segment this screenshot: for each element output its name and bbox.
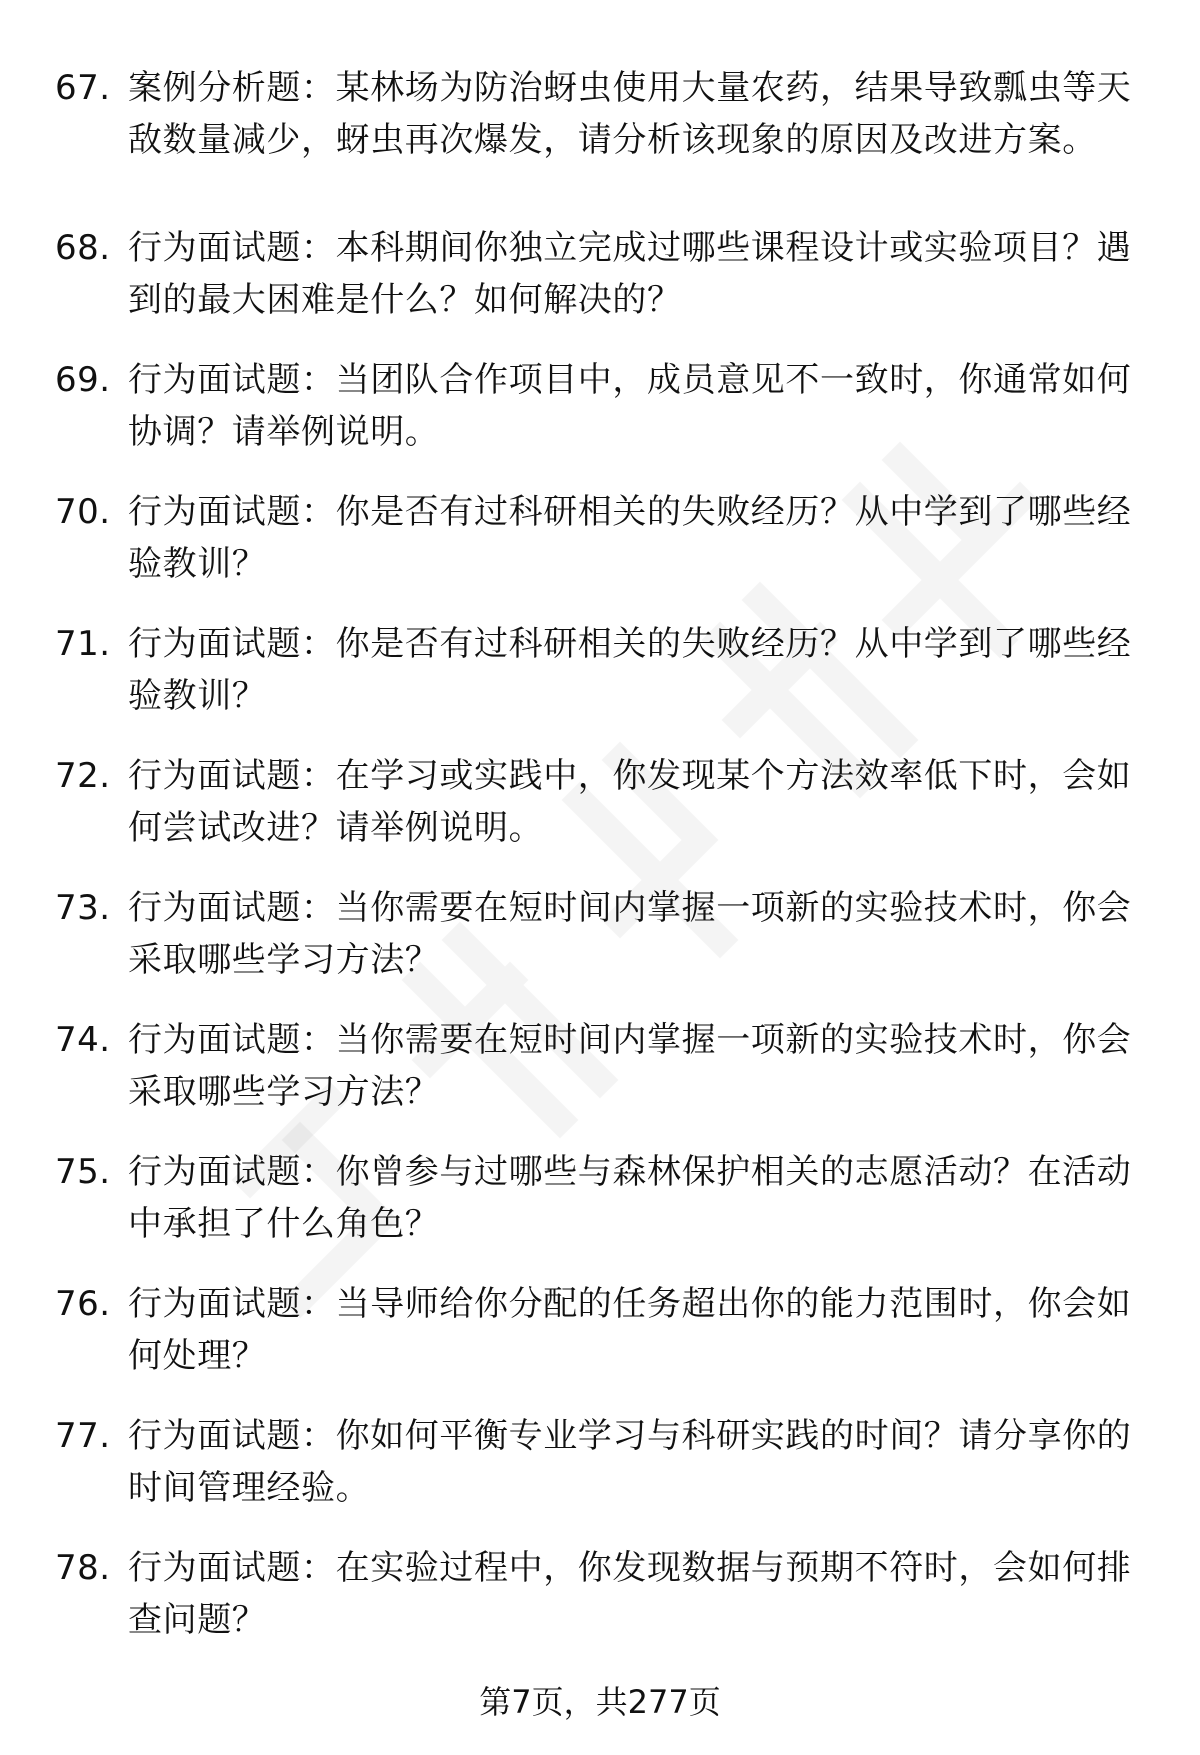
question-text: 行为面试题：你如何平衡专业学习与科研实践的时间？请分享你的时间管理经验。: [128, 1416, 1132, 1508]
question-number: 68.: [55, 228, 111, 268]
question-number: 72.: [55, 756, 111, 796]
question-item: [0, 486, 1200, 618]
question-item: [0, 750, 1200, 882]
question-item: [0, 354, 1200, 486]
question-number: 71.: [55, 624, 111, 664]
question-text: 行为面试题：在实验过程中，你发现数据与预期不符时，会如何排查问题？: [128, 1548, 1132, 1640]
question-text: 行为面试题：当团队合作项目中，成员意见不一致时，你通常如何协调？请举例说明。: [128, 360, 1132, 452]
question-item: [0, 882, 1200, 1014]
question-number: 75.: [55, 1152, 111, 1192]
question-text: 行为面试题：当导师给你分配的任务超出你的能力范围时，你会如何处理？: [128, 1284, 1132, 1376]
question-item: [0, 1410, 1200, 1542]
question-text: 行为面试题：当你需要在短时间内掌握一项新的实验技术时，你会采取哪些学习方法？: [128, 1020, 1132, 1112]
question-number: 69.: [55, 360, 111, 400]
question-number: 73.: [55, 888, 111, 928]
question-item: [0, 222, 1200, 354]
page-footer: [0, 1680, 1200, 1724]
question-item: [0, 1014, 1200, 1146]
question-item: [0, 1278, 1200, 1410]
page-number: 第7页，共277页: [479, 1683, 721, 1721]
question-text: 行为面试题：当你需要在短时间内掌握一项新的实验技术时，你会采取哪些学习方法？: [128, 888, 1132, 980]
question-text: 行为面试题：在学习或实践中，你发现某个方法效率低下时，会如何尝试改进？请举例说明。: [128, 756, 1132, 848]
question-item: [0, 1542, 1200, 1674]
question-text: 行为面试题：你是否有过科研相关的失败经历？从中学到了哪些经验教训？: [128, 624, 1132, 716]
question-number: 78.: [55, 1548, 111, 1588]
question-item: [0, 62, 1200, 222]
question-number: 76.: [55, 1284, 111, 1324]
question-number: 74.: [55, 1020, 111, 1060]
question-number: 67.: [55, 68, 111, 108]
question-item: [0, 618, 1200, 750]
question-text: 行为面试题：你曾参与过哪些与森林保护相关的志愿活动？在活动中承担了什么角色？: [128, 1152, 1132, 1244]
question-number: 70.: [55, 492, 111, 532]
question-list: [0, 62, 1200, 1674]
question-text: 行为面试题：你是否有过科研相关的失败经历？从中学到了哪些经验教训？: [128, 492, 1132, 584]
question-number: 77.: [55, 1416, 111, 1456]
question-item: [0, 1146, 1200, 1278]
question-text: 行为面试题：本科期间你独立完成过哪些课程设计或实验项目？遇到的最大困难是什么？如何解决的？: [128, 228, 1132, 320]
question-text: 案例分析题：某林场为防治蚜虫使用大量农药，结果导致瓢虫等天敌数量减少，蚜虫再次爆发，请分析该现象的原因及改进方案。: [128, 68, 1132, 160]
